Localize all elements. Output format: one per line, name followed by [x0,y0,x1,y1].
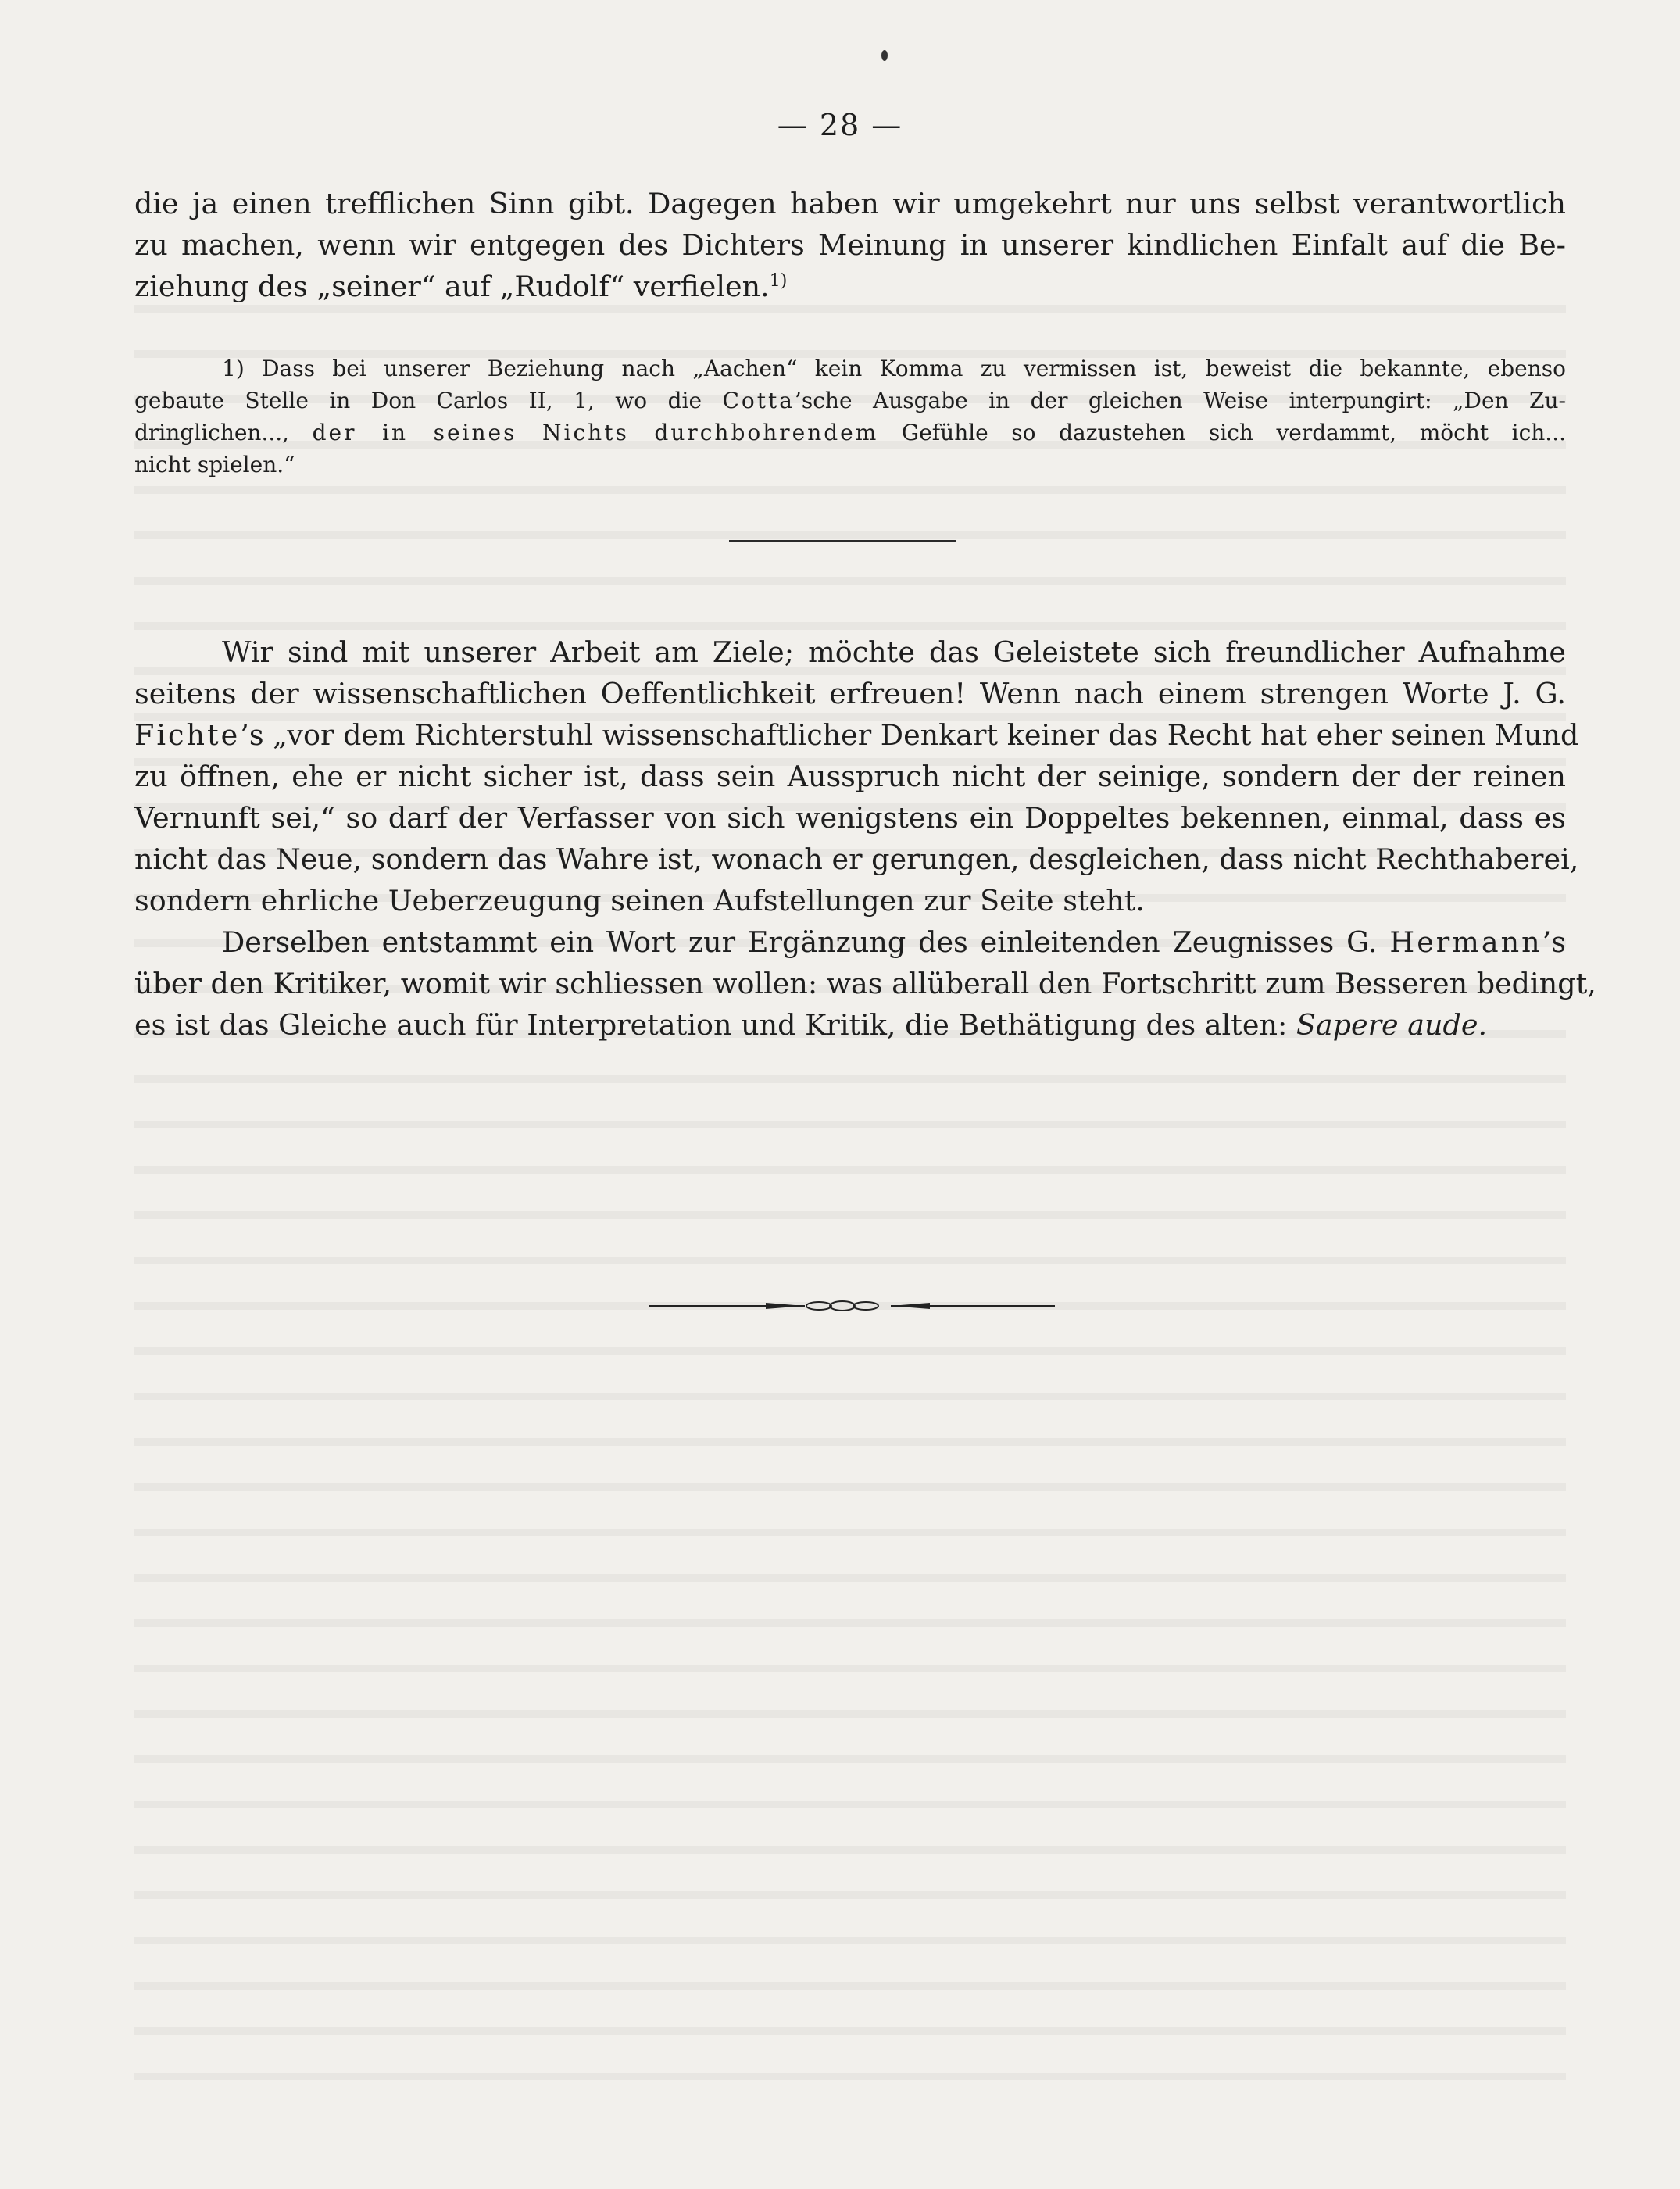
text-line: sondern ehrliche Ueberzeugung seinen Aufstellungen zur Seite steht. [134,884,1146,917]
italic-phrase: Sapere aude. [1296,1008,1488,1042]
text-line: über den Kritiker, womit wir schliessen wollen: was allüberall den Fortschritt zum Besseren bedingt, [134,967,1596,1000]
text-fragment: dringlichen..., [134,420,313,445]
text-fragment: gebaute Stelle in Don Carlos II, 1, wo die [134,388,723,413]
footnote [134,352,1566,481]
text-line: die ja einen trefflichen Sinn gibt. Dagegen haben wir umgekehrt nur uns selbst verantwortlich [134,187,1566,220]
text-line: zu machen, wenn wir entgegen des Dichters Meinung in unserer kindlichen Einfalt auf die Be- [134,228,1566,262]
page-number: — 28 — [777,108,903,142]
spaced-name: Hermann [1389,925,1542,959]
text-fragment: Derselben entstammt ein Wort zur Ergänzung des einleitenden Zeugnisses G. [222,925,1390,959]
conclusion-paragraph [134,631,1579,921]
text-line: seitens der wissenschaftlichen Oeffentlichkeit erfreuen! Wenn nach einem strengen Worte J. G. [134,677,1566,710]
text-line: Vernunft sei,“ so darf der Verfasser von sich wenigstens ein Doppeltes bekennen, einmal, dass es [134,801,1566,835]
text-fragment: ’sche Ausgabe in der gleichen Weise interpungirt: „Den Zu- [794,388,1567,413]
text-fragment: ’s „vor dem Richterstuhl wissenschaftlicher Denkart keiner das Recht hat eher seinen Mund [240,718,1579,752]
spaced-quote: der in seines Nichts durchbohrendem [312,420,879,445]
text-fragment: ziehung des „seiner“ auf „Rudolf“ verfielen. [134,270,770,303]
text-fragment: ’s [1542,925,1566,959]
footnote-reference: 1) [769,270,788,291]
footnote-line: nicht spielen.“ [134,452,295,478]
text-line: Wir sind mit unserer Arbeit am Ziele; möchte das Geleistete sich freundlicher Aufnahme [222,635,1566,669]
print-speck [881,50,888,61]
text-line [134,714,1579,756]
spaced-name: Fichte [134,718,241,752]
footnote-line [134,417,1566,449]
text-fragment: es ist das Gleiche auch für Interpretation und Kritik, die Bethätigung des alten: [134,1008,1296,1042]
footnote-line [134,385,1566,417]
top-paragraph [134,183,1566,307]
show-through-text [134,281,1596,2118]
spaced-name: Cotta [722,388,795,413]
text-fragment: Gefühle so dazustehen sich verdammt, möcht ich... [878,420,1566,445]
final-paragraph [134,921,1596,1046]
text-line: zu öffnen, ehe er nicht sicher ist, dass sein Ausspruch nicht der seinige, sondern der der reinen [134,760,1566,793]
text-line [134,921,1566,963]
text-line [134,266,1566,307]
closing-ornament [649,1296,1055,1316]
text-line: nicht das Neue, sondern das Wahre ist, wonach er gerungen, desgleichen, dass nicht Rechthaberei, [134,842,1579,876]
section-rule [729,540,956,542]
text-line [134,1004,1566,1046]
footnote-line: 1) Dass bei unserer Beziehung nach „Aachen“ kein Komma zu vermissen ist, beweist die bekannte, ebenso [222,356,1566,381]
